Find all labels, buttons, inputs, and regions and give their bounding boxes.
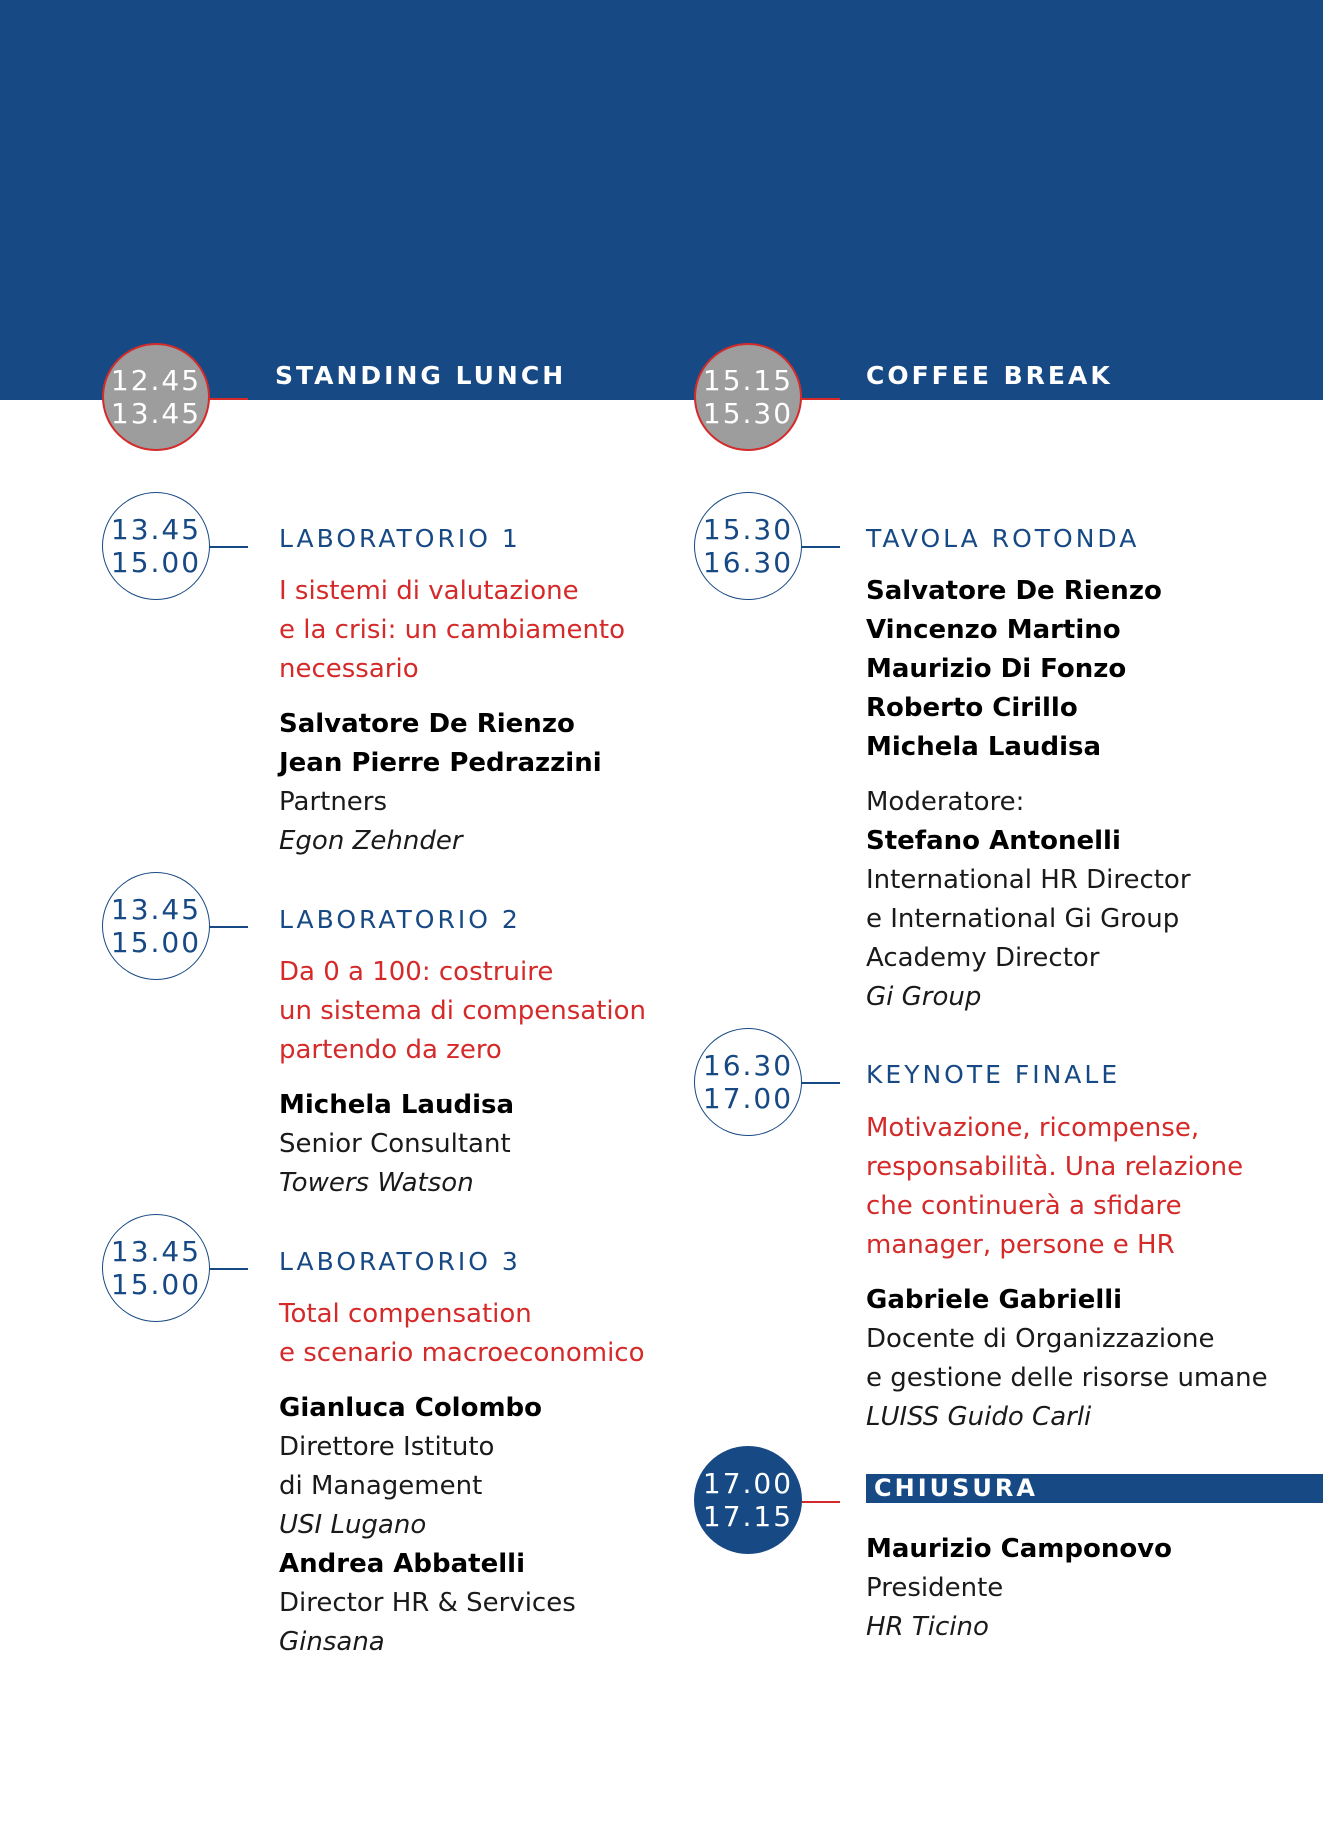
time-badge-lab2 — [102, 872, 210, 980]
session-details-lab1 — [279, 572, 739, 861]
header-band — [0, 0, 1323, 400]
session-title-lunch: STANDING LUNCH — [275, 361, 567, 390]
start-time: 13.45 — [110, 1235, 202, 1268]
speaker-role: Director HR & Services — [279, 1588, 576, 1618]
session-title-lab3: LABORATORIO 3 — [279, 1247, 521, 1276]
speaker-name: Gabriele Gabrielli — [866, 1285, 1123, 1315]
speaker-company: Egon Zehnder — [279, 826, 463, 856]
topic-line: partendo da zero — [279, 1035, 502, 1065]
session-details-lab2 — [279, 953, 739, 1203]
session-title-coffee: COFFEE BREAK — [866, 361, 1113, 390]
topic-line: manager, persone e HR — [866, 1230, 1175, 1260]
speaker-company: LUISS Guido Carli — [866, 1402, 1092, 1432]
time-badge-coffee — [694, 343, 802, 451]
speaker-role: Partners — [279, 787, 388, 817]
start-time: 15.30 — [702, 513, 794, 546]
start-time: 17.00 — [702, 1467, 794, 1500]
topic-line: Motivazione, ricompense, — [866, 1113, 1200, 1143]
end-time: 15.00 — [110, 1268, 202, 1301]
session-title-roundtable: TAVOLA ROTONDA — [866, 524, 1140, 553]
time-badge-lab1 — [102, 492, 210, 600]
speaker-role: International HR Director — [866, 865, 1191, 895]
end-time: 16.30 — [702, 546, 794, 579]
speaker-name: Michela Laudisa — [279, 1090, 515, 1120]
topic-line: e la crisi: un cambiamento — [279, 615, 626, 645]
speaker-company: Towers Watson — [279, 1168, 474, 1198]
end-time: 15.00 — [110, 926, 202, 959]
session-details-closing — [866, 1530, 1323, 1647]
time-badge-roundtable — [694, 492, 802, 600]
speaker-name: Gianluca Colombo — [279, 1393, 543, 1423]
start-time: 13.45 — [110, 893, 202, 926]
topic-line: Da 0 a 100: costruire — [279, 957, 554, 987]
speaker-company: USI Lugano — [279, 1510, 427, 1540]
session-details-roundtable — [866, 572, 1323, 1017]
speaker-name: Maurizio Camponovo — [866, 1534, 1172, 1564]
speaker-role: e International Gi Group — [866, 904, 1180, 934]
speaker-role: Direttore Istituto — [279, 1432, 495, 1462]
speaker-role: di Management — [279, 1471, 483, 1501]
session-details-keynote — [866, 1109, 1323, 1437]
speaker-name: Andrea Abbatelli — [279, 1549, 525, 1579]
time-badge-keynote — [694, 1028, 802, 1136]
speaker-name: Michela Laudisa — [866, 732, 1102, 762]
speaker-company: HR Ticino — [866, 1612, 989, 1642]
topic-line: necessario — [279, 654, 419, 684]
speaker-name: Roberto Cirillo — [866, 693, 1078, 723]
speaker-role: Presidente — [866, 1573, 1004, 1603]
speaker-company: Gi Group — [866, 982, 982, 1012]
moderator-label: Moderatore: — [866, 787, 1025, 817]
time-badge-closing — [694, 1446, 802, 1554]
topic-line: responsabilità. Una relazione — [866, 1152, 1244, 1182]
time-badge-lunch — [102, 343, 210, 451]
session-title-closing: CHIUSURA — [874, 1474, 1038, 1502]
speaker-name: Salvatore De Rienzo — [279, 709, 575, 739]
speaker-role: Senior Consultant — [279, 1129, 511, 1159]
start-time: 16.30 — [702, 1049, 794, 1082]
session-title-lab1: LABORATORIO 1 — [279, 524, 521, 553]
topic-line: Total compensation — [279, 1299, 532, 1329]
time-badge-lab3 — [102, 1214, 210, 1322]
speaker-company: Ginsana — [279, 1627, 385, 1657]
topic-line: un sistema di compensation — [279, 996, 647, 1026]
end-time: 17.00 — [702, 1082, 794, 1115]
end-time: 13.45 — [110, 397, 202, 430]
session-title-lab2: LABORATORIO 2 — [279, 905, 521, 934]
speaker-name: Vincenzo Martino — [866, 615, 1121, 645]
speaker-role: e gestione delle risorse umane — [866, 1363, 1268, 1393]
end-time: 17.15 — [702, 1500, 794, 1533]
end-time: 15.00 — [110, 546, 202, 579]
end-time: 15.30 — [702, 397, 794, 430]
topic-line: che continuerà a sfidare — [866, 1191, 1182, 1221]
start-time: 15.15 — [702, 364, 794, 397]
start-time: 12.45 — [110, 364, 202, 397]
speaker-role: Docente di Organizzazione — [866, 1324, 1215, 1354]
start-time: 13.45 — [110, 513, 202, 546]
session-title-keynote: KEYNOTE FINALE — [866, 1060, 1121, 1089]
speaker-name: Maurizio Di Fonzo — [866, 654, 1127, 684]
speaker-name: Jean Pierre Pedrazzini — [279, 748, 602, 778]
moderator-name: Stefano Antonelli — [866, 826, 1121, 856]
topic-line: I sistemi di valutazione — [279, 576, 579, 606]
speaker-role: Academy Director — [866, 943, 1100, 973]
topic-line: e scenario macroeconomico — [279, 1338, 645, 1368]
speaker-name: Salvatore De Rienzo — [866, 576, 1162, 606]
session-details-lab3 — [279, 1295, 739, 1662]
